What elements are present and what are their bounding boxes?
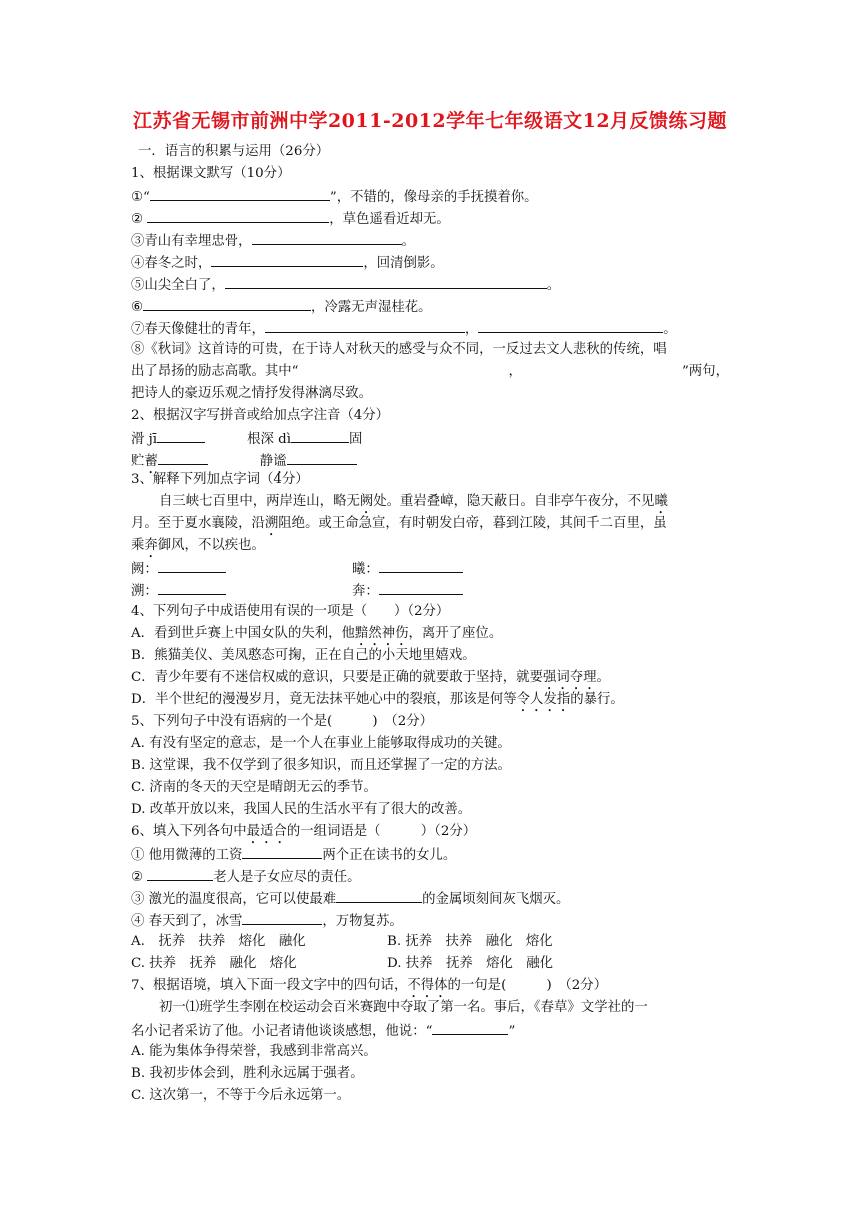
q1-heading: 1、根据课文默写（10分） — [131, 166, 291, 181]
answer-blank[interactable] — [478, 318, 663, 333]
q7-passage-1: 初一⑴班学生李刚在校运动会百米赛跑中夺取了第一名。事后，《春草》文学社的一 — [159, 1000, 648, 1015]
answer-blank[interactable] — [147, 866, 213, 881]
q3-answers-2: 曦： — [352, 558, 463, 580]
q4-option-a: A．看到世乒赛上中国女队的失利，他黯然神伤，离开了座位。 — [131, 626, 503, 641]
q6-option-c: C. 扶养 抚养 融化 熔化 — [131, 956, 297, 971]
q7-option-a: A. 能为集体争得荣誉，我感到非常高兴。 — [131, 1044, 377, 1059]
q4-heading: 4、下列句子中成语使用有误的一项是（ ）（2分） — [131, 604, 450, 619]
q6-sentence-3: ③ 激光的温度很高，它可以使最难 的金属顷刻间灰飞烟灭。 — [131, 888, 569, 910]
q2-heading: 2、根据汉字写拼音或给加点字注音（4分） — [131, 408, 390, 423]
q1-line-2: ② ，草色遥看近却无。 — [131, 208, 450, 230]
answer-blank[interactable] — [287, 450, 357, 465]
q3-passage-3: 乘奔御风，不以疾也。 — [131, 538, 265, 553]
q1-line-7: ⑦春天像健壮的青年， ， 。 — [131, 318, 677, 340]
q2-row-1: 滑 jī 根深 dì 固 — [131, 428, 362, 450]
q3-answers-1: 阙： — [131, 558, 226, 580]
answer-blank[interactable] — [158, 580, 226, 595]
section-heading: 一．语言的积累与运用（26分） — [138, 144, 330, 159]
q5-option-c: C. 济南的冬天的天空是晴朗无云的季节。 — [131, 780, 377, 795]
q7-option-c: C. 这次第一，不等于今后永远第一。 — [131, 1088, 351, 1103]
answer-blank[interactable] — [432, 1020, 508, 1035]
answer-blank[interactable] — [211, 252, 363, 267]
q3-heading: 3、解释下列加点字词（4分） — [131, 472, 309, 487]
q1-line-5: ⑤山尖全白了， 。 — [131, 274, 560, 296]
q3-answers-3: 溯： — [131, 580, 226, 602]
q1-line-8-end: 把诗人的豪迈乐观之情抒发得淋漓尽致。 — [131, 386, 373, 401]
page-title: 江苏省无锡市前洲中学2011-2012学年七年级语文12月反馈练习题 — [132, 110, 728, 132]
q5-option-d: D. 改革开放以来，我国人民的生活水平有了很大的改善。 — [131, 802, 472, 817]
q4-option-d: D．半个世纪的漫漫岁月，竟无法抹平她心中的裂痕，那该是何等令人发指的暴行。 — [131, 692, 624, 707]
q4-option-c: C．青少年要有不迷信权威的意识，只要是正确的就要敢于坚持，就要强词夺理。 — [131, 670, 610, 685]
answer-blank[interactable] — [379, 580, 463, 595]
q6-sentence-4: ④ 春天到了，冰雪 ，万物复苏。 — [131, 910, 403, 932]
answer-blank[interactable] — [379, 558, 463, 573]
q6-sentence-1: ① 他用微薄的工资 两个正在读书的女儿。 — [131, 844, 456, 866]
answer-blank[interactable] — [143, 296, 311, 311]
answer-blank[interactable] — [225, 274, 547, 289]
q3-passage-2: 月。至于夏水襄陵，沿溯阻绝。或王命急宣，有时朝发白帝，暮到江陵，其间千二百里，虽 — [131, 516, 667, 531]
q1-line-4: ④春冬之时， ，回清倒影。 — [131, 252, 444, 274]
q6-heading: 6、填入下列各句中最适合的一组词语是（ ）（2分） — [131, 824, 477, 839]
q2-row-2: 贮蓄 静谧 — [131, 450, 357, 477]
q7-option-b: B. 我初步体会到，胜利永远属于强者。 — [131, 1066, 364, 1081]
q5-heading: 5、下列句子中没有语病的一个是( ) （2分） — [131, 714, 433, 729]
answer-blank[interactable] — [242, 910, 322, 925]
answer-blank[interactable] — [150, 186, 330, 201]
q6-sentence-2: ② 老人是子女应尽的责任。 — [131, 866, 361, 888]
q1-line-8-cont: 出了昂扬的励志高歌。其中“ ， ”两句， — [131, 364, 729, 379]
answer-blank[interactable] — [336, 888, 422, 903]
q4-option-b: B．熊猫美仪、美凤憨态可掬，正在自己的小天地里嬉戏。 — [131, 648, 476, 663]
answer-blank[interactable] — [158, 558, 226, 573]
q1-line-6: ⑥ ，冷露无声湿桂花。 — [131, 296, 432, 318]
answer-blank[interactable] — [291, 428, 349, 443]
q6-option-b: B. 抚养 扶养 融化 熔化 — [387, 934, 553, 949]
q1-line-8: ⑧《秋词》这首诗的可贵，在于诗人对秋天的感受与众不同，一反过去文人悲秋的传统，唱 — [131, 342, 667, 357]
answer-blank[interactable] — [157, 428, 205, 443]
q5-option-b: B. 这堂课，我不仅学到了很多知识，而且还掌握了一定的方法。 — [131, 758, 511, 773]
q5-option-a: A. 有没有坚定的意志，是一个人在事业上能够取得成功的关键。 — [131, 736, 511, 751]
q7-heading: 7、根据语境，填入下面一段文字中的四句话，不得体的一句是( ) （2分） — [131, 978, 608, 993]
q1-line-1: ①“ ”，不错的，像母亲的手抚摸着你。 — [131, 186, 538, 208]
answer-blank[interactable] — [147, 208, 329, 223]
answer-blank[interactable] — [158, 450, 208, 465]
answer-blank[interactable] — [265, 318, 465, 333]
q3-passage-1: 自三峡七百里中，两岸连山，略无阙处。重岩叠嶂，隐天蔽日。自非亭午夜分，不见曦 — [159, 494, 668, 509]
q1-line-3: ③青山有幸埋忠骨， 。 — [131, 230, 415, 252]
q6-option-a: A. 抚养 扶养 熔化 融化 — [131, 934, 306, 949]
q7-passage-2: 名小记者采访了他。小记者请他谈谈感想，他说：“ ” — [131, 1020, 515, 1042]
answer-blank[interactable] — [252, 230, 402, 245]
q6-option-d: D. 扶养 抚养 熔化 融化 — [387, 956, 554, 971]
answer-blank[interactable] — [242, 844, 322, 859]
q3-answers-4: 奔： — [352, 580, 463, 602]
